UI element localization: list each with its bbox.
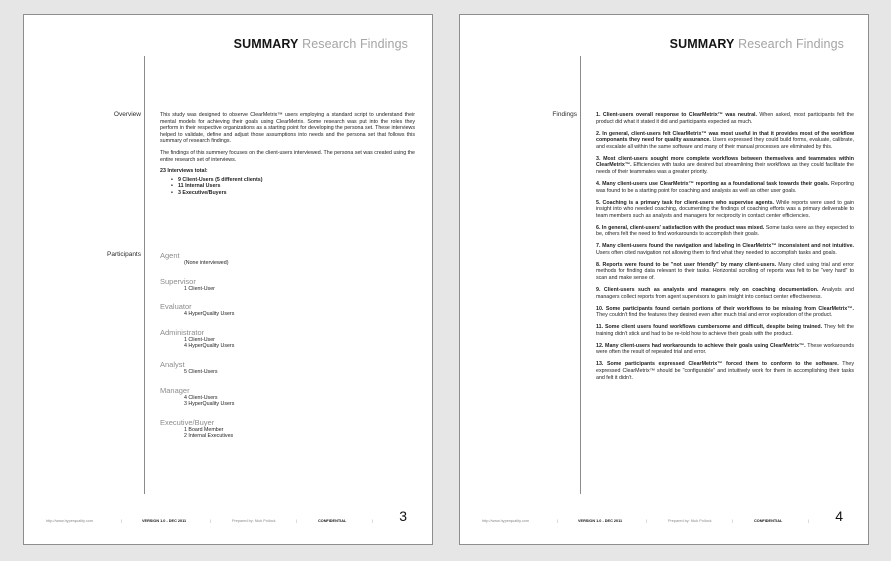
footer-prepared-by: Prepared by: Nick Pollock xyxy=(232,519,276,523)
section-label-overview: Overview xyxy=(113,111,141,118)
footer-url: http://www.hyperquality.com xyxy=(482,519,529,523)
role-group xyxy=(160,277,400,293)
vertical-divider xyxy=(580,56,581,494)
finding-detail: These workarounds were often the result of repeated trial and error. xyxy=(596,342,854,356)
footer-version: VERSION 1.0 - DEC 2011 xyxy=(578,519,623,523)
role-name: Supervisor xyxy=(160,276,196,286)
header-subtitle: Research Findings xyxy=(738,37,844,51)
footer-separator: | xyxy=(372,518,374,523)
role-count: 4 Client-Users xyxy=(184,394,218,401)
page-footer xyxy=(46,508,410,530)
footer-separator: | xyxy=(121,518,123,523)
finding-lead: 8. Reports were found to be "not user friendly" by many client-users. xyxy=(596,261,777,268)
finding-item xyxy=(596,262,854,282)
finding-detail: While reports were used to gain insight into who needed coaching, documenting the findings of coaching efforts was a primary deliverable to team members such as analysts and managers for reciprocity in contact center efficiencies. xyxy=(596,199,854,219)
finding-item xyxy=(596,156,854,176)
finding-lead: 11. Some client users found workflows cumbersome and difficult, despite being trained. xyxy=(596,324,823,331)
footer-separator: | xyxy=(210,518,212,523)
participant-roles xyxy=(160,251,400,450)
footer-separator: | xyxy=(646,518,648,523)
list-item: • 3 Executive/Buyers xyxy=(171,190,415,197)
finding-detail: Efficiencies with tasks are desired but streamlining their workflows as they could facilitate the needs of their teammates was a greater priority. xyxy=(596,162,854,175)
vertical-divider xyxy=(144,56,145,494)
finding-detail: They couldn't find the features they desired even after much trial and error exploration of the product. xyxy=(596,312,833,319)
role-name: Agent xyxy=(160,251,180,260)
list-item: • 9 Client-Users (5 different clients) xyxy=(171,177,415,184)
page-number: 4 xyxy=(835,508,843,524)
finding-detail: They felt the training didn't stick and had to be re-told how to achieve their goals with the product. xyxy=(596,324,854,337)
finding-item xyxy=(596,306,854,319)
section-label-participants: Participants xyxy=(107,251,141,258)
page-header xyxy=(670,37,844,51)
role-name: Evaluator xyxy=(160,302,192,312)
role-group xyxy=(160,386,400,408)
list-item: • 11 Internal Users xyxy=(171,183,415,190)
role-name: Administrator xyxy=(160,327,205,337)
finding-lead: 12. Many client-users had workarounds to achieve their goals using ClearMetrix™. xyxy=(596,342,806,349)
role-name: Manager xyxy=(160,385,190,395)
finding-lead: 13. Some participants expressed ClearMetrix™ forced them to conform to the software. xyxy=(596,361,839,368)
finding-lead: 9. Client-users such as analysts and managers rely on coaching documentation. xyxy=(596,287,819,293)
role-count: 1 Board Member xyxy=(184,426,224,433)
footer-separator: | xyxy=(296,518,298,523)
finding-item xyxy=(596,225,854,238)
role-group xyxy=(160,418,400,440)
finding-detail: Many cited using trial and error methods for finding data relevant to their tasks. Horizontal scrolling of reports was felt to be "very hard" to scan and make sense of. xyxy=(596,261,854,282)
finding-lead: 2. In general, client-users felt ClearMetrix™ was most useful in that it provides most of the workflow componants they need for quality assurance. xyxy=(596,130,854,144)
footer-separator: | xyxy=(732,518,734,523)
finding-item xyxy=(596,243,854,256)
page-header xyxy=(234,37,408,51)
role-count: 2 Internal Executives xyxy=(184,433,234,440)
role-name: Analyst xyxy=(160,359,185,369)
footer-separator: | xyxy=(557,518,559,523)
role-count: 1 Client-User xyxy=(184,285,215,292)
finding-detail: When asked, most participants felt the product did what it stated it did and participants expected as much. xyxy=(596,112,854,125)
footer-url: http://www.hyperquality.com xyxy=(46,519,93,523)
finding-lead: 4. Many client-users use ClearMetrix™ reporting as a foundational task towards their goals. xyxy=(596,180,830,187)
finding-lead: 7. Many client-users found the navigation and labeling in ClearMetrix™ inconsistent and not intuitive. xyxy=(596,243,854,250)
role-count: 4 HyperQuality Users xyxy=(184,343,235,350)
finding-detail: Reporting was found to be a starting point for coaching and analysis as well as other user goals. xyxy=(596,180,854,194)
footer-version: VERSION 1.0 - DEC 2011 xyxy=(142,519,187,523)
finding-detail: Analysts and managers collect reports from agent supervisors to gain insight into contact center effectiveness. xyxy=(596,287,854,300)
footer-confidential: CONFIDENTIAL xyxy=(318,519,347,523)
page-footer xyxy=(482,508,846,530)
role-count: 4 HyperQuality Users xyxy=(184,311,235,318)
finding-detail: Users expressed they could build forms, evaluate, calibrate, and escalate all within the same software and many of their manual processes are eliminated by this. xyxy=(596,137,854,150)
interviews-title: 23 Interviews total: xyxy=(160,168,208,175)
section-label-findings: Findings xyxy=(552,111,577,118)
finding-detail: Some tasks were as they expected to be, others felt the need to find workarounds to accomplish their goals. xyxy=(596,224,854,238)
page-number: 3 xyxy=(399,508,407,524)
header-title: SUMMARY xyxy=(233,37,299,51)
role-group xyxy=(160,328,400,350)
overview-body xyxy=(160,112,415,197)
finding-item xyxy=(596,287,854,300)
footer-confidential: CONFIDENTIAL xyxy=(754,519,783,523)
finding-detail: They expressed ClearMetrix™ should be "configurable" and intuitively work for them in accomplishing their tasks and felt it didn't. xyxy=(596,361,854,381)
footer-prepared-by: Prepared by: Nick Pollock xyxy=(668,519,712,523)
finding-lead: 3. Most client-users sought more complete workflows between themselves and teammates within ClearMetrix™. xyxy=(596,155,854,169)
overview-paragraph: This study was designed to observe ClearMetrix™ users employing a standard script to understand their mental models for achieving their goals using ClearMetrix. Some research was put into the roles they perform in their respective organizations as a starting point for developing the persona set. These interviews helped to validate, define and adjust those assumptions into needs and the persona set that follows this summary of research findings. xyxy=(160,112,415,145)
finding-lead: 5. Coaching is a primary task for client-users who supervise agents. xyxy=(596,199,775,206)
role-count: 1 Client-User xyxy=(184,336,215,343)
role-count: 3 HyperQuality Users xyxy=(184,401,235,408)
finding-item xyxy=(596,343,854,356)
role-count: (None interviewed) xyxy=(184,260,229,266)
finding-item xyxy=(596,200,854,220)
header-subtitle: Research Findings xyxy=(302,37,408,51)
role-group xyxy=(160,251,400,267)
overview-paragraph: The findings of this summery focuses on the client-users interviewed. The persona set was created using the entire research set of interviews. xyxy=(160,149,415,163)
finding-item xyxy=(596,181,854,194)
document-page-3 xyxy=(23,14,433,545)
finding-lead: 10. Some participants found certain portions of their workflows to be missing from ClearMetrix™. xyxy=(596,305,854,312)
footer-separator: | xyxy=(808,518,810,523)
finding-lead: 6. In general, client-users' satisfaction with the product was mixed. xyxy=(596,224,765,231)
role-count: 5 Client-Users xyxy=(184,368,218,375)
role-group xyxy=(160,302,400,318)
finding-lead: 1. Client-users overall response to ClearMetrix™ was neutral. xyxy=(596,112,757,118)
document-page-4 xyxy=(459,14,869,545)
role-name: Executive/Buyer xyxy=(160,417,215,427)
finding-item xyxy=(596,112,854,125)
interviews-list xyxy=(171,177,415,197)
findings-list xyxy=(596,112,854,386)
header-title: SUMMARY xyxy=(669,37,735,51)
finding-item xyxy=(596,131,854,151)
role-group xyxy=(160,360,400,376)
finding-detail: Users often cited navigation not allowing them to find what they needed to accomplish tasks and goals. xyxy=(596,249,837,256)
finding-item xyxy=(596,324,854,337)
finding-item xyxy=(596,361,854,381)
